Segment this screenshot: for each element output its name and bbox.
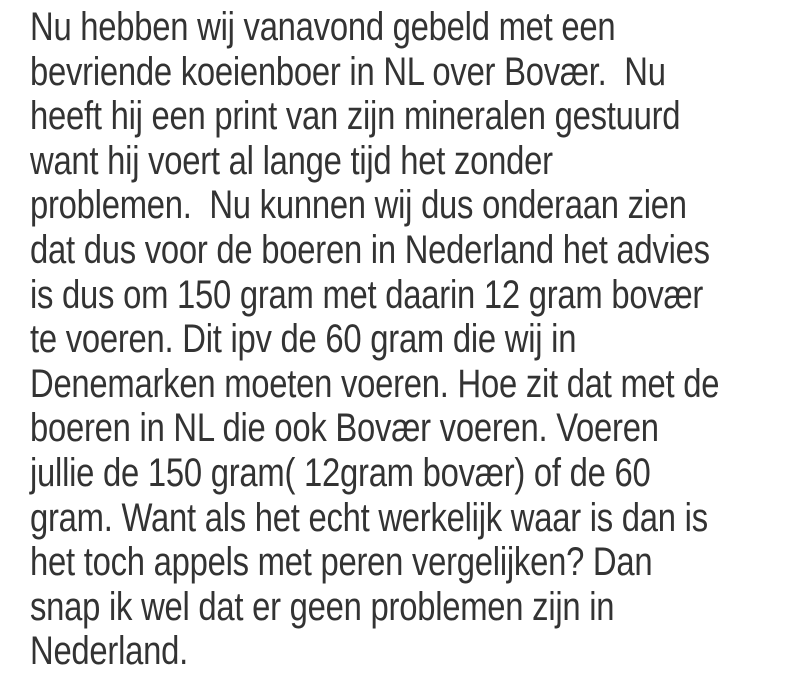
text-line: bevriende koeienboer in NL over Bovær. Nu — [30, 49, 666, 94]
text-line: het toch appels met peren vergelijken? Dan — [30, 540, 653, 585]
text-line: want hij voert al lange tijd het zonder — [30, 138, 553, 183]
text-line: Nu hebben wij vanavond gebeld met een — [30, 5, 616, 49]
text-line: is dus om 150 gram met daarin 12 gram bovær — [30, 272, 704, 317]
message-text — [30, 5, 800, 674]
text-line: boeren in NL die ook Bovær voeren. Voeren — [30, 406, 659, 451]
text-line: gram. Want als het echt werkelijk waar is dan is — [30, 495, 708, 540]
text-line: dat dus voor de boeren in Nederland het advies — [30, 227, 710, 272]
text-line: heeft hij een print van zijn mineralen gestuurd — [30, 94, 681, 139]
text-line: jullie de 150 gram( 12gram bovær) of de 60 — [30, 450, 651, 495]
text-line: problemen. Nu kunnen wij dus onderaan zien — [30, 183, 687, 228]
text-line: te voeren. Dit ipv de 60 gram die wij in — [30, 317, 577, 362]
text-line: snap ik wel dat er geen problemen zijn in — [30, 584, 615, 629]
text-line: Nederland. — [30, 629, 189, 674]
text-line: Denemarken moeten voeren. Hoe zit dat met de — [30, 361, 720, 406]
